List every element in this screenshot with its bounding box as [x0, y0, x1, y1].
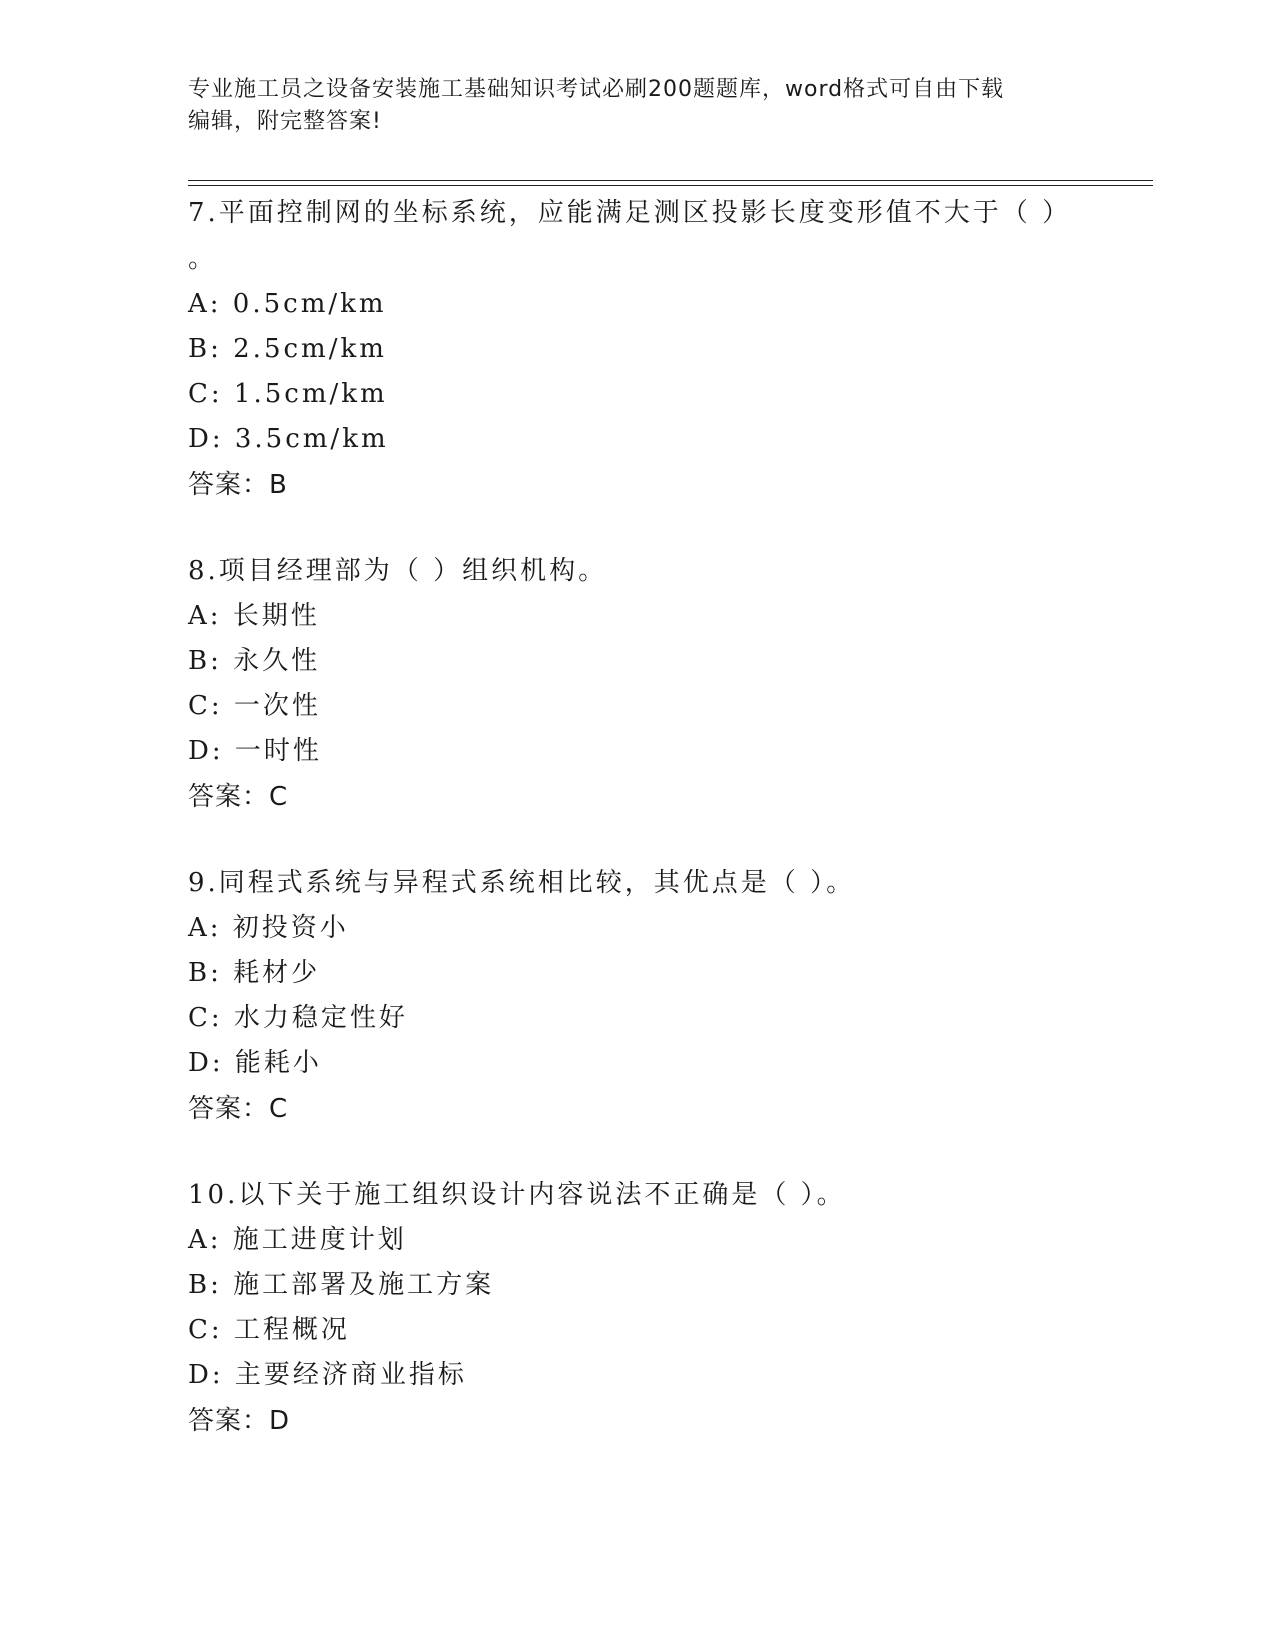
question-stem: 10.以下关于施工组织设计内容说法不正确是（ ）。	[188, 1180, 846, 1210]
question-stem: 9.同程式系统与异程式系统相比较，其优点是（ ）。	[188, 868, 856, 898]
option-d: D: 3.5cm/km	[188, 424, 389, 454]
answer: 答案：B	[188, 470, 288, 500]
question-list	[188, 190, 1148, 1484]
option-a: A: 施工进度计划	[188, 1225, 407, 1255]
answer: 答案：C	[188, 1094, 289, 1124]
question-stem: 8.项目经理部为（ ）组织机构。	[188, 556, 608, 586]
option-a: A: 初投资小	[188, 913, 349, 943]
question-7	[188, 190, 1148, 508]
answer: 答案：C	[188, 782, 289, 812]
question-stem-continuation: 。	[188, 244, 218, 274]
option-c: C: 1.5cm/km	[188, 379, 388, 409]
header-line-2: 编辑，附完整答案!	[188, 109, 382, 134]
header-line-1: 专业施工员之设备安装施工基础知识考试必刷200题题库，word格式可自由下载	[188, 77, 1005, 102]
question-8	[188, 548, 1148, 820]
option-b: B: 永久性	[188, 646, 321, 676]
answer: 答案：D	[188, 1406, 291, 1436]
header-divider-bottom	[188, 185, 1153, 186]
option-c: C: 工程概况	[188, 1315, 350, 1345]
option-d: D: 主要经济商业指标	[188, 1360, 467, 1390]
option-b: B: 施工部署及施工方案	[188, 1270, 495, 1300]
option-a: A: 长期性	[188, 601, 320, 631]
option-b: B: 耗材少	[188, 958, 321, 988]
option-d: D: 能耗小	[188, 1048, 322, 1078]
header-divider-top	[188, 180, 1153, 181]
option-b: B: 2.5cm/km	[188, 334, 387, 364]
question-stem: 7.平面控制网的坐标系统，应能满足测区投影长度变形值不大于（ ）	[188, 198, 1072, 228]
option-d: D: 一时性	[188, 736, 322, 766]
document-header	[188, 74, 1088, 138]
option-a: A: 0.5cm/km	[188, 289, 387, 319]
question-9	[188, 860, 1148, 1132]
question-10	[188, 1172, 1148, 1444]
option-c: C: 水力稳定性好	[188, 1003, 408, 1033]
option-c: C: 一次性	[188, 691, 321, 721]
